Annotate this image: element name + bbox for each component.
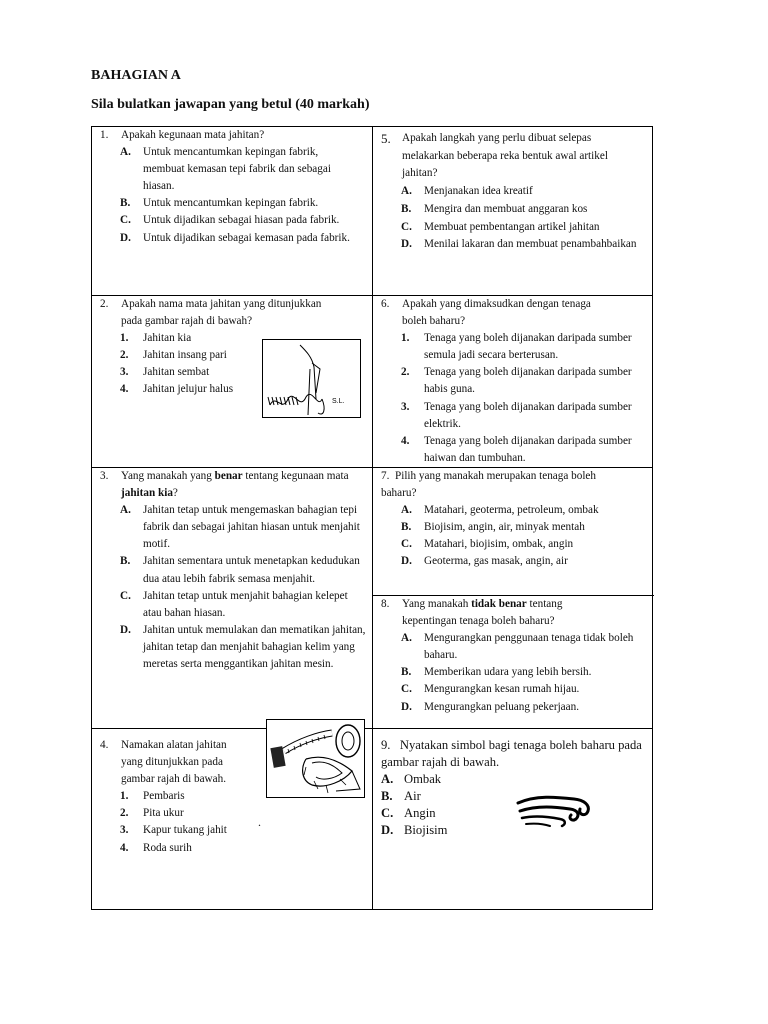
option-a[interactable]: A. Untuk mencantumkan kepingan fabrik, membuat kemasan tepi fabrik dan sebagai hiasan. [120,146,331,193]
option-3[interactable]: 3. Kapur tukang jahit [120,824,227,837]
question-3 [92,468,372,673]
option-b[interactable]: B. Mengira dan membuat anggaran kos [401,202,588,215]
option-b[interactable]: B. Memberikan udara yang lebih bersih. [401,666,592,679]
question-9 [373,737,654,839]
option-d[interactable]: D. Jahitan untuk memulakan dan mematikan jahitan, jahitan tetap dan menjahit bahagian kelim yang meretas serta menggantikan jahitan mesin. [120,623,366,671]
option-3[interactable]: 3. Jahitan sembat [120,366,210,379]
option-d[interactable]: D. Geoterma, gas masak, angin, air [401,555,568,568]
stitch-diagram [262,339,362,421]
option-c[interactable]: C. Mengurangkan kesan rumah hijau. [401,683,580,696]
stray-mark: . [258,815,261,829]
question-8-stem: 8. Yang manakah tidak benar tentang kepentingan tenaga boleh baharu? [381,598,563,628]
option-2[interactable]: 2. Pita ukur [120,807,184,820]
option-4[interactable]: 4. Roda surih [120,841,192,854]
option-a[interactable]: A. Ombak [381,772,442,786]
option-a[interactable]: A. Menjanakan idea kreatif [401,185,533,198]
option-a[interactable]: A. Matahari, geoterma, petroleum, ombak [401,504,599,517]
question-5 [373,130,654,254]
question-number: 1. [100,129,109,141]
option-c[interactable]: C. Jahitan tetap untuk menjahit bahagian kelepet atau bahan hiasan. [120,589,348,619]
option-d[interactable]: D. Biojisim [381,823,448,837]
option-1[interactable]: 1. Pembaris [120,790,185,803]
option-c[interactable]: C. Matahari, biojisim, ombak, angin [401,538,574,551]
question-6-stem: 6. Apakah yang dimaksudkan dengan tenaga boleh baharu? [381,298,591,328]
question-6 [373,296,654,467]
stitch-label: S.L. [332,398,345,405]
row-divider [92,728,652,729]
question-2 [92,296,372,405]
option-4[interactable]: 4. Jahitan jelujur halus [120,383,234,396]
option-d[interactable]: D. Mengurangkan peluang pekerjaan. [401,700,580,713]
instruction-text: Sila bulatkan jawapan yang betul (40 markah) [91,97,370,112]
question-text: Apakah kegunaan mata jahitan? [121,129,265,141]
option-b[interactable]: B. Air [381,789,421,803]
question-1-stem [92,127,372,144]
option-b[interactable]: B. Untuk mencantumkan kepingan fabrik. [120,197,319,210]
option-2[interactable]: 2. Jahitan insang pari [120,349,227,362]
section-title: BAHAGIAN A [91,68,181,83]
question-1 [92,127,372,247]
option-b[interactable]: B. Biojisim, angin, air, minyak mentah [401,521,585,534]
option-3[interactable]: 3. Tenaga yang boleh dijanakan daripada sumber elektrik. [401,400,632,430]
question-grid [91,126,653,910]
question-3-stem: 3. Yang manakah yang benar tentang kegunaan mata jahitan kia? [100,470,349,500]
question-9-stem: 9. Nyatakan simbol bagi tenaga boleh baharu pada gambar rajah di bawah. [381,738,642,769]
question-7 [373,468,654,571]
measuring-tape-image [266,719,366,799]
option-a[interactable]: A. Mengurangkan penggunaan tenaga tidak boleh baharu. [401,632,634,662]
question-7-stem: 7. Pilih yang manakah merupakan tenaga boleh baharu? [381,470,596,500]
wind-symbol-icon [516,791,598,831]
option-c[interactable]: C. Membuat pembentangan artikel jahitan [401,220,600,233]
option-4[interactable]: 4. Tenaga yang boleh dijanakan daripada sumber haiwan dan tumbuhan. [401,434,632,464]
option-1[interactable]: 1. Tenaga yang boleh dijanakan daripada sumber semula jadi secara berterusan. [401,332,632,362]
option-2[interactable]: 2. Tenaga yang boleh dijanakan daripada sumber habis guna. [401,366,632,396]
option-a[interactable]: A. Jahitan tetap untuk mengemaskan bahagian tepi fabrik dan sebagai jahitan hiasan untuk menjahit motif. [120,504,360,551]
question-4-stem: 4. Namakan alatan jahitan yang ditunjukkan pada gambar rajah di bawah. [100,739,227,786]
option-d[interactable]: D. Menilai lakaran dan membuat penambahbaikan [401,238,637,251]
option-1[interactable]: 1. Jahitan kia [120,332,192,345]
option-c[interactable]: C. Angin [381,806,436,820]
question-2-stem: 2. Apakah nama mata jahitan yang ditunjukkan pada gambar rajah di bawah? [100,298,322,328]
question-5-stem: 5. Apakah langkah yang perlu dibuat selepas melakarkan beberapa reka bentuk awal artikel jahitan? [381,131,608,180]
option-c[interactable]: C. Untuk dijadikan sebagai hiasan pada fabrik. [120,214,340,227]
question-8 [373,596,654,716]
option-b[interactable]: B. Jahitan sementara untuk menetapkan kedudukan dua atau lebih fabrik semasa menjahit. [120,555,360,585]
option-d[interactable]: D. Untuk dijadikan sebagai kemasan pada fabrik. [120,231,350,244]
